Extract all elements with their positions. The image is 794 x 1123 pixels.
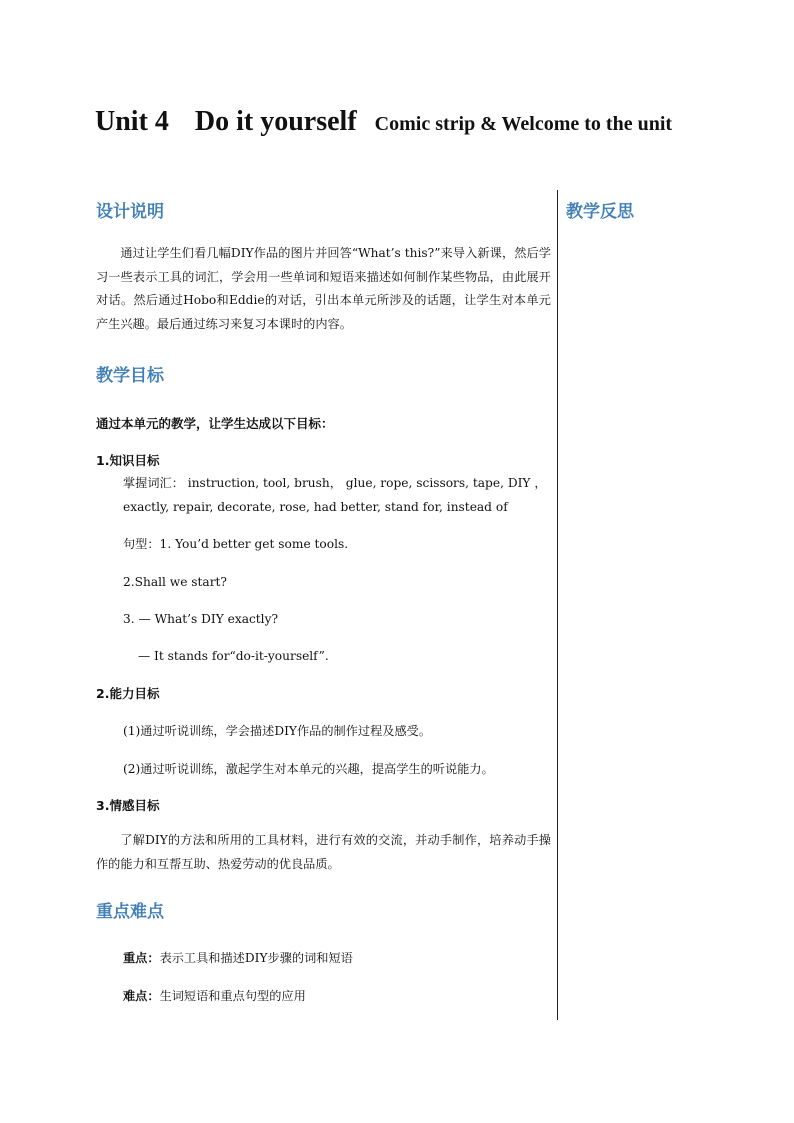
design-heading: 设计说明 — [96, 202, 164, 222]
ability-item-1: (1)通过听说训练，学会描述DIY作品的制作过程及感受。 — [123, 724, 432, 738]
pattern-3: 3. — What’s DIY exactly? — [123, 612, 279, 626]
document-title — [95, 98, 695, 145]
key-text: 表示工具和描述DIY步骤的词和短语 — [159, 951, 353, 965]
title-unit: Unit 4 — [95, 106, 169, 137]
knowledge-heading: 1.知识目标 — [96, 453, 160, 468]
title-subtitle: Comic strip & Welcome to the unit — [374, 113, 673, 135]
goals-heading: 教学目标 — [96, 366, 164, 386]
pattern-1: 句型：1. You’d better get some tools. — [123, 537, 349, 551]
pattern-4: — It stands for“do-it-yourself”. — [138, 649, 329, 663]
difficult-label: 难点： — [123, 989, 160, 1003]
emotion-text: 了解DIY的方法和所用的工具材料，进行有效的交流，并动手制作，培养动手操作的能力和互帮互助、热爱劳动的优良品质。 — [96, 833, 551, 871]
key-heading: 重点难点 — [96, 902, 164, 922]
pattern-2: 2.Shall we start? — [123, 575, 227, 589]
difficult-point — [96, 986, 306, 1006]
reflection-heading: 教学反思 — [566, 202, 634, 222]
key-label: 重点： — [123, 951, 160, 965]
goals-intro: 通过本单元的教学，让学生达成以下目标： — [96, 416, 334, 431]
key-point — [96, 948, 353, 968]
title-name: Do it yourself — [194, 106, 357, 137]
ability-heading: 2.能力目标 — [96, 686, 160, 701]
vocab-line-1: 掌握词汇： instruction, tool, brush， glue, rope, scissors, tape, DIY ， — [123, 476, 547, 490]
difficult-text: 生词短语和重点句型的应用 — [159, 989, 306, 1003]
vocab-line-2: exactly, repair, decorate, rose, had better, stand for, instead of — [123, 500, 508, 514]
ability-item-2: (2)通过听说训练，激起学生对本单元的兴趣，提高学生的听说能力。 — [123, 762, 494, 776]
design-text: 通过让学生们看几幅DIY作品的图片并回答“What’s this?”来导入新课，然后学习一些表示工具的词汇，学会用一些单词和短语来描述如何制作某些物品，由此展开对话。然后通过Hobo和Eddie的对话，引出本单元所涉及的话题，让学生对本单元产生兴趣。最后通过练习来复习本课时的内容。 — [96, 246, 551, 331]
column-divider — [557, 190, 558, 1020]
right-column — [566, 196, 756, 228]
emotion-heading: 3.情感目标 — [96, 798, 160, 813]
